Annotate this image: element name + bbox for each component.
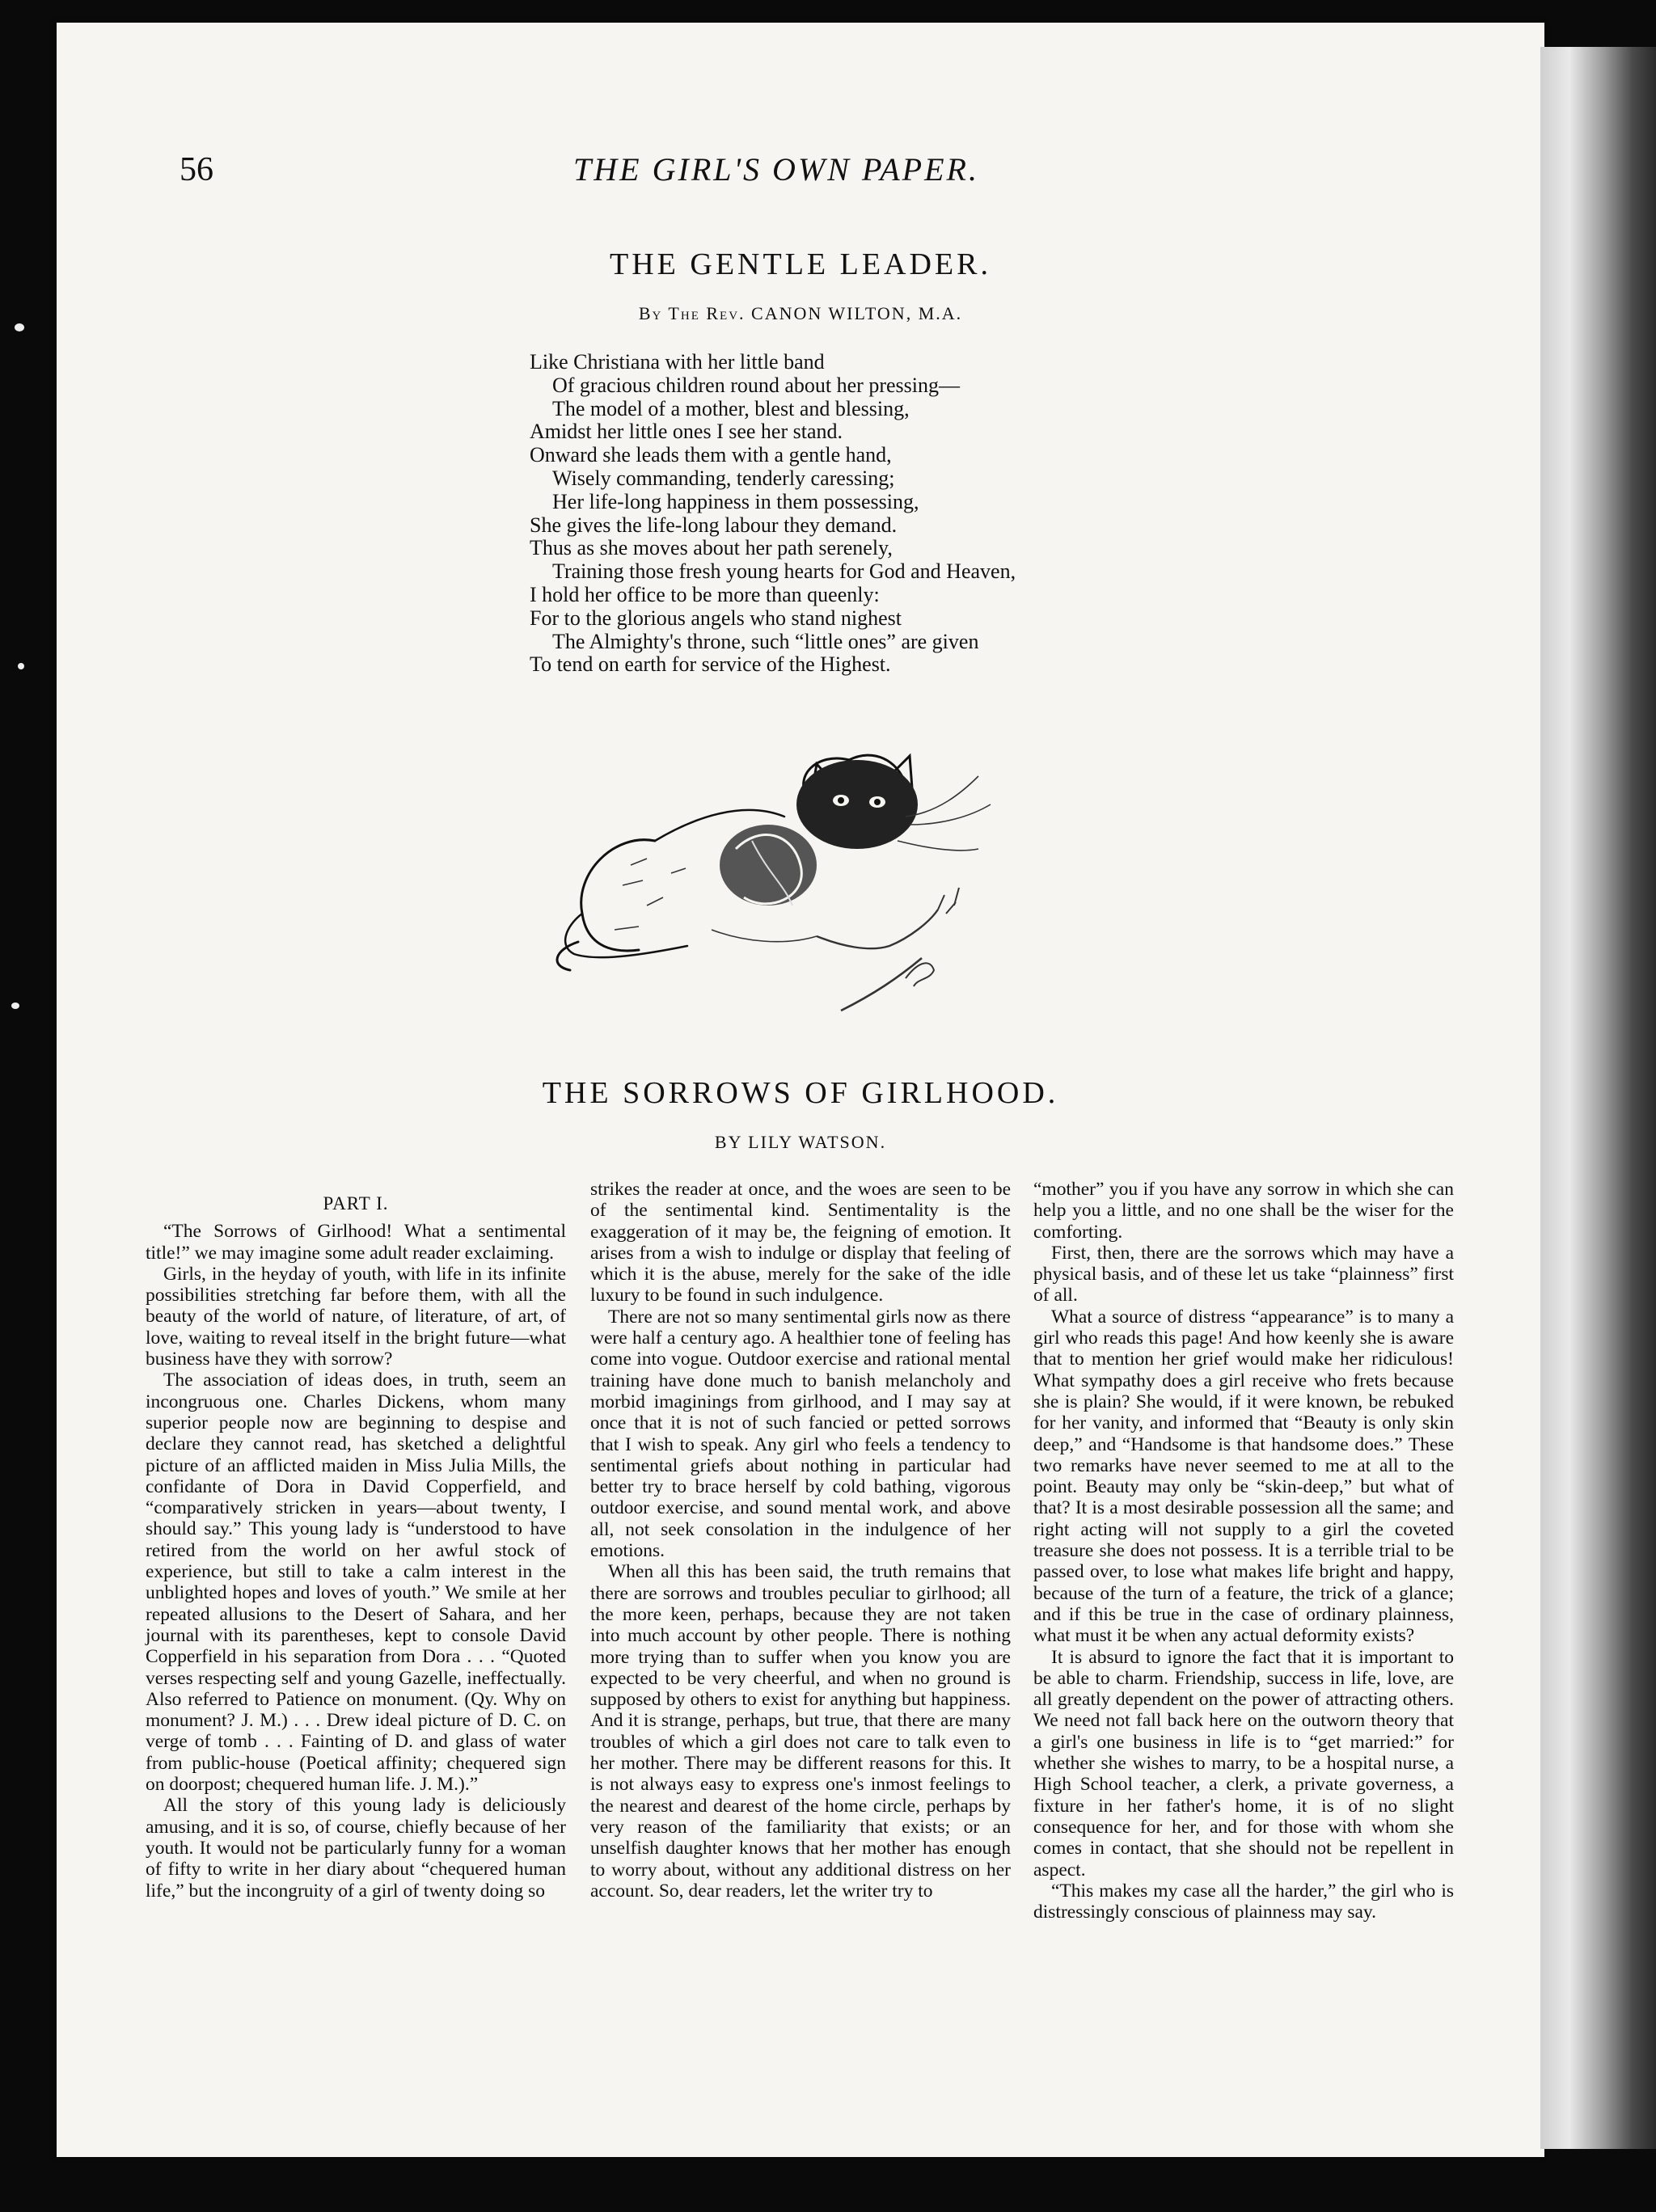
poem-line: The Almighty's throne, such “little ones” are given bbox=[552, 629, 979, 653]
paragraph: When all this has been said, the truth remains that there are sorrows and troubles peculiar to girlhood; all the more keen, perhaps, because they are not taken into much account by other people. There is nothing more trying than to suffer when you know you are expected to be very cheerful, and when no ground is supposed by others to exist for anything but happiness. And it is strange, perhaps, but true, that there are many troubles of which a girl does not care to talk even to her mother. There may be different reasons for this. It is not always easy to express one's inmost feelings to the nearest and dearest of the home circle, perhaps by very reason of the familiarity that exists; or an unselfish daughter knows that her mother has enough to worry about, without any additional distress on her account. So, dear readers, let the writer try to bbox=[590, 1561, 1011, 1902]
page-number: 56 bbox=[180, 151, 213, 188]
poem-line: Her life-long happiness in them possessing, bbox=[552, 489, 919, 513]
poem-line: She gives the life-long labour they demand. bbox=[530, 513, 898, 537]
poem-line: The model of a mother, blest and blessing, bbox=[552, 396, 910, 420]
paragraph: “The Sorrows of Girlhood! What a sentimental title!” we may imagine some adult reader exclaiming. bbox=[146, 1221, 566, 1264]
article-column-1 bbox=[146, 1179, 566, 1902]
poem-line: Wisely commanding, tenderly caressing; bbox=[552, 466, 895, 490]
poem-title: THE GENTLE LEADER. bbox=[610, 247, 991, 281]
poem-line: To tend on earth for service of the Highest. bbox=[530, 652, 891, 677]
poem-body bbox=[530, 351, 1257, 677]
paragraph: There are not so many sentimental girls now as there were half a century ago. A healthier tone of feeling has come into vogue. Outdoor exercise and rational mental training have done much to banish melancholy and morbid imaginings from girlhood, and I may say at once that it is not of such fancied or petted sorrows that I wish to speak. Any girl who feels a tendency to sentimental griefs about nothing in particular had better try to brace herself by cold bathing, vigorous outdoor exercise, and sound mental work, and above all, not seek consolation in the indulgence of her emotions. bbox=[590, 1306, 1011, 1562]
paragraph: All the story of this young lady is deliciously amusing, and it is so, of course, chiefly because of her youth. It would not be particularly funny for a woman of fifty to write in her diary about “chequered human life,” but the incongruity of a girl of twenty doing so bbox=[146, 1795, 566, 1902]
paragraph: “This makes my case all the harder,” the girl who is distressingly conscious of plainness may say. bbox=[1033, 1880, 1454, 1923]
paragraph: strikes the reader at once, and the woes are seen to be of the sentimental kind. Sentimentality is the exaggeration of it may be, the feigning of emotion. It arises from a wish to indulge or display that feeling of which it is the abuse, merely for the sake of the idle luxury to be found in such indulgence. bbox=[590, 1179, 1011, 1307]
poem-line: Onward she leads them with a gentle hand, bbox=[530, 443, 892, 467]
article-byline: BY LILY WATSON. bbox=[714, 1132, 887, 1152]
poem-line: Amidst her little ones I see her stand. bbox=[530, 420, 843, 444]
running-head bbox=[121, 150, 1431, 199]
article-column-2 bbox=[590, 1179, 1011, 1902]
kitten-sketch-icon bbox=[550, 744, 1067, 1067]
poem-line: Training those fresh young hearts for God and Heaven, bbox=[552, 559, 1016, 584]
part-heading: PART I. bbox=[323, 1193, 389, 1214]
paragraph: What a source of distress “appearance” is to many a girl who reads this page! And how keenly she is aware that to mention her grief would make her ridiculous! What sympathy does a girl receive who frets because she is plain? She would, if it were known, be rebuked for her vanity, and informed that “Beauty is only skin deep,” and “Handsome is that handsome does.” These two remarks have never seemed to me at all to the point. Beauty may only be “skin-deep,” but what of that? It is a most desirable possession all the same; and right acting will not supply to a girl the coveted treasure she does not possess. It is a terrible trial to be passed over, to lose what makes life bright and happy, because of the turn of a feature, the trick of a glance; and if this be true in the case of ordinary plainness, what must it be when any actual deformity exists? bbox=[1033, 1306, 1454, 1647]
scan-border-left bbox=[0, 0, 57, 2212]
adjacent-page-edge bbox=[1540, 47, 1656, 2149]
paragraph: First, then, there are the sorrows which may have a physical basis, and of these let us take “plainness” first of all. bbox=[1033, 1242, 1454, 1307]
poem-byline: By The Rev. CANON WILTON, M.A. bbox=[638, 303, 963, 323]
paragraph: “mother” you if you have any sorrow in which she can help you a little, and no one shall be the wiser for the comforting. bbox=[1033, 1179, 1454, 1243]
paragraph: The association of ideas does, in truth, seem an incongruous one. Charles Dickens, whom many superior people now are beginning to despise and declare they cannot read, has sketched a delightful picture of an afflicted maiden in Miss Julia Mills, the confidante of Dora in David Copperfield, and “comparatively stricken in years—about twenty, I should say.” This young lady is “understood to have retired from the world on her awful stock of experience, but still to take a calm interest in the unblighted hopes and loves of youth.” We smile at her repeated allusions to the Desert of Sahara, and her journal with its parentheses, kept to console David Copperfield in his separation from Dora . . . “Quoted verses respecting self and young Gazelle, ineffectually. Also referred to Patience on monument. (Qy. Why on monument? J. M.) . . . Drew ideal picture of D. C. on verge of tomb . . . Fainting of D. and glass of water from public-house (Poetical affinity; chequered sign on doorpost; chequered human life. J. M.).” bbox=[146, 1370, 566, 1796]
journal-title: THE GIRL'S OWN PAPER. bbox=[573, 151, 979, 188]
article-title: THE SORROWS OF GIRLHOOD. bbox=[542, 1076, 1059, 1110]
paragraph: It is absurd to ignore the fact that it is important to be able to charm. Friendship, success in life, love, are all greatly dependent on the power of attracting others. We need not fall back here on the outworn theory that a girl's one business in life is to “get married:” for whether she wishes to marry, to be a hospital nurse, a High School teacher, a clerk, a private governess, a fixture in her father's home, it is of no slight consequence for her, and for those with whom she comes in contact, that she should not be repellent in aspect. bbox=[1033, 1646, 1454, 1881]
poem-line: For to the glorious angels who stand nighest bbox=[530, 606, 902, 630]
poem-line: Like Christiana with her little band bbox=[530, 350, 825, 374]
article-column-3 bbox=[1033, 1179, 1454, 1923]
paragraph: Girls, in the heyday of youth, with life in its infinite possibilities stretching far before them, with all the beauty of the world of nature, of literature, of art, of love, waiting to reveal itself in the bright future—what business have they with sorrow? bbox=[146, 1263, 566, 1370]
poem-line: Of gracious children round about her pressing— bbox=[552, 373, 960, 397]
poem-line: I hold her office to be more than queenly: bbox=[530, 582, 880, 606]
poem-line: Thus as she moves about her path serenely, bbox=[530, 536, 893, 560]
